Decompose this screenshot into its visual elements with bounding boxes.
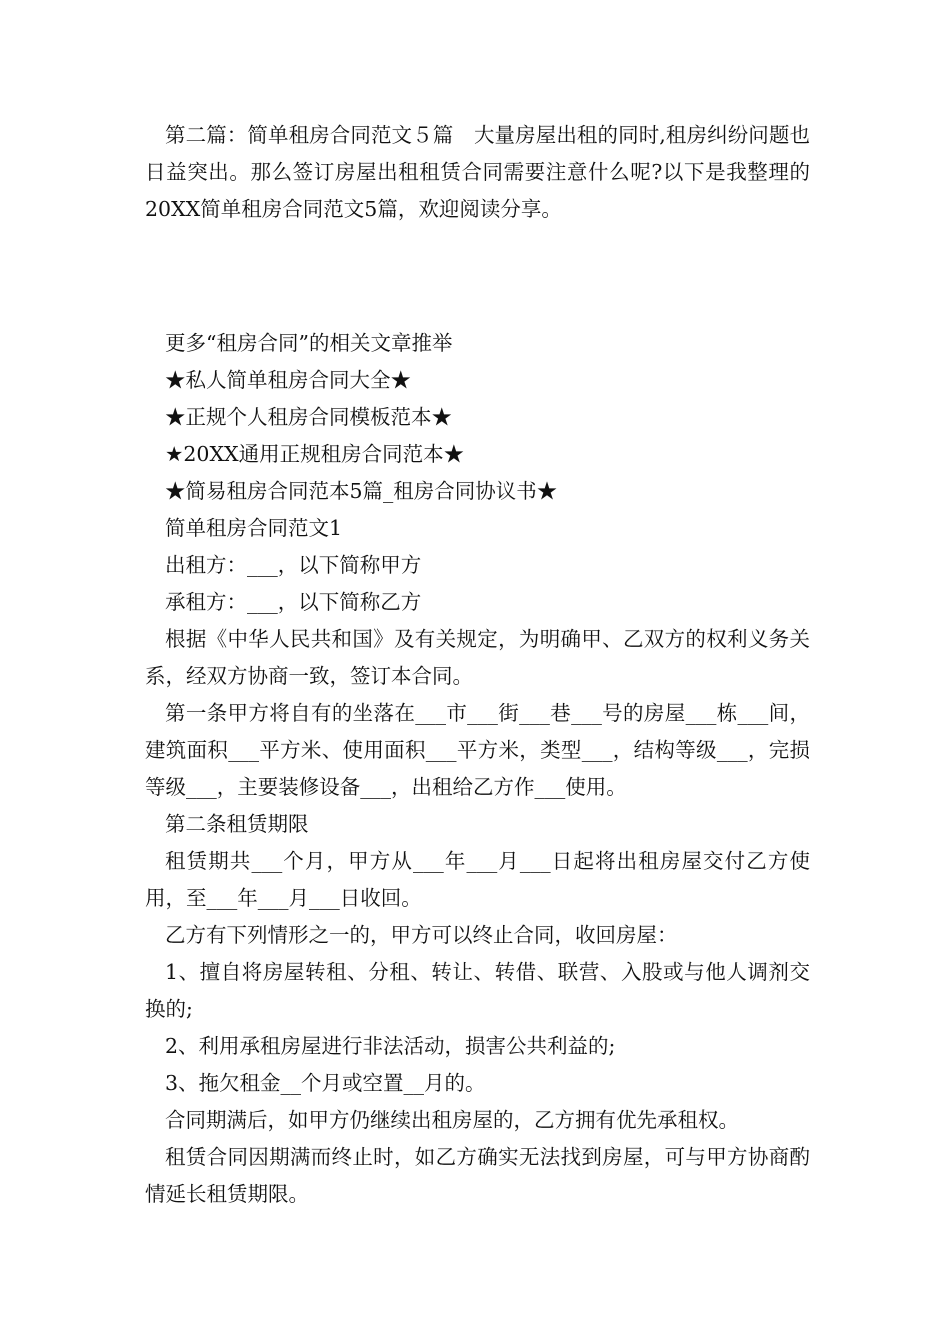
lessor-line: 出租方：___，以下简称甲方 [165, 553, 422, 577]
termination-intro: 乙方有下列情形之一的，甲方可以终止合同，收回房屋： [165, 923, 678, 947]
lessee-line: 承租方：___，以下简称乙方 [165, 590, 422, 614]
section-title: 简单租房合同范文1 [165, 516, 343, 540]
intro-paragraph: 第二篇：简单租房合同范文５篇 大量房屋出租的同时,租房纠纷问题也日益突出。那么签订房屋出租租赁合同需要注意什么呢?以下是我整理的20XX简单租房合同范文5篇，欢迎阅读分享。 [145, 123, 810, 221]
related-article-link[interactable]: ★正规个人租房合同模板范本★ [165, 405, 452, 429]
termination-item-3: 3、拖欠租金__个月或空置__月的。 [165, 1071, 486, 1095]
article-two-heading: 第二条租赁期限 [165, 812, 309, 836]
preamble-paragraph: 根据《中华人民共和国》及有关规定，为明确甲、乙双方的权利义务关系，经双方协商一致，签订本合同。 [145, 627, 810, 688]
termination-item-1: 1、擅自将房屋转租、分租、转让、转借、联营、入股或与他人调剂交换的; [145, 960, 810, 1021]
blank-gap [145, 228, 810, 325]
related-article-link[interactable]: ★私人简单租房合同大全★ [165, 368, 411, 392]
related-article-link[interactable]: ★20XX通用正规租房合同范本★ [165, 442, 465, 466]
termination-item-2: 2、利用承租房屋进行非法活动，损害公共利益的; [165, 1034, 616, 1058]
renewal-paragraph: 合同期满后，如甲方仍继续出租房屋的，乙方拥有优先承租权。 [165, 1108, 739, 1132]
document-body [145, 117, 810, 1213]
extension-paragraph: 租赁合同因期满而终止时，如乙方确实无法找到房屋，可与甲方协商酌情延长租赁期限。 [145, 1145, 810, 1206]
lease-term-paragraph: 租赁期共___个月，甲方从___年___月___日起将出租房屋交付乙方使用，至___年___月___日收回。 [145, 849, 810, 910]
related-articles-heading: 更多“租房合同”的相关文章推举 [165, 331, 453, 355]
related-article-link[interactable]: ★简易租房合同范本5篇_租房合同协议书★ [165, 479, 558, 503]
article-one-paragraph: 第一条甲方将自有的坐落在___市___街___巷___号的房屋___栋___间，建筑面积___平方米、使用面积___平方米，类型___，结构等级___，完损等级___，主要装修设备___，出租给乙方作___使用。 [145, 701, 810, 799]
